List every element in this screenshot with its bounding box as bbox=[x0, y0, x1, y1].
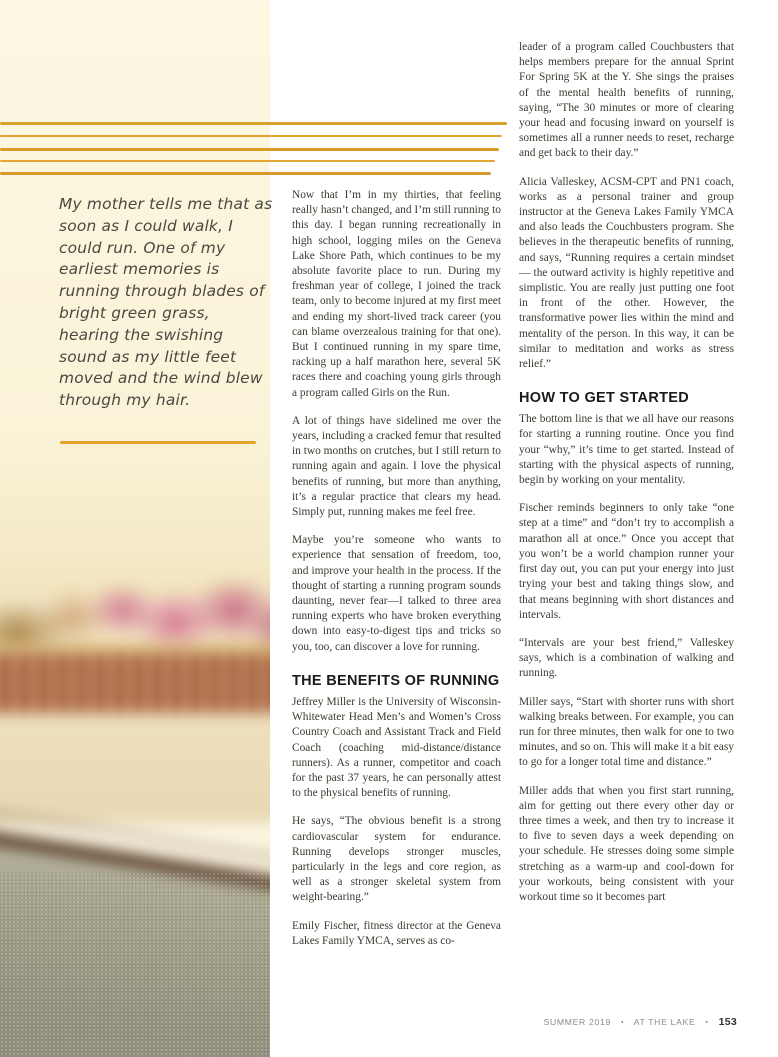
paragraph: leader of a program called Couchbusters that helps members prepare for the annual Sprint For Spring 5K at the Y. She sings the praises of the mental health benefits of running, saying, “The 30 minutes or more of clearing your head and focusing inward on yourself is sometimes all a runner needs to reset, recharge and get back to their day.” bbox=[519, 41, 734, 160]
paragraph: “Intervals are your best friend,” Valleskey says, which is a combination of walking and running. bbox=[519, 636, 734, 680]
pull-quote-underline bbox=[60, 441, 256, 444]
photo-road bbox=[0, 713, 270, 823]
paragraph: Fischer reminds beginners to only take “one step at a time” and “don’t try to accomplish a marathon all at once.” Once you accept that you won’t be a world champion runner your first day out, you can put your energy into just trying your best and taking things slow, and that means beginning with short distances and intervals. bbox=[519, 502, 734, 621]
section-heading-benefits: THE BENEFITS OF RUNNING bbox=[292, 672, 500, 689]
footer-separator-icon: ▪ bbox=[705, 1019, 709, 1026]
paragraph: Miller adds that when you first start running, aim for getting out there every other day or three times a week, and then try to increase it to five to seven days a week depending on your schedule. He stresses doing some simple stretching as a warm-up and cool-down for your workouts, being consistent with your workout time so it becomes part bbox=[519, 784, 734, 903]
paragraph: A lot of things have sidelined me over the years, including a cracked femur that resulted in two months on crutches, but I still return to running again and again. I love the physical benefits of running, but more than anything, it’s a regular practice that clears my head. Simply put, running makes me feel free. bbox=[292, 414, 501, 519]
footer-issue: SUMMER 2019 bbox=[543, 1017, 611, 1027]
article-column-1 bbox=[292, 188, 501, 962]
photo-fence bbox=[0, 654, 270, 716]
paragraph: He says, “The obvious benefit is a strong cardiovascular system for endurance. Running develops stronger muscles, particularly in the legs and core region, as well as a stronger skeletal system from weight-bearing.” bbox=[292, 815, 501, 904]
paragraph: Maybe you’re someone who wants to experience that sensation of freedom, too, and improve your health in the process. If the thought of starting a running program sounds daunting, never fear—I talked to three area running experts who have broken everything down into easy-to-digest tips and tricks so you, too, can discover a love for running. bbox=[292, 534, 501, 653]
page-footer bbox=[544, 1016, 737, 1028]
footer-page-number: 153 bbox=[718, 1016, 737, 1028]
decorative-gold-line bbox=[0, 122, 507, 125]
pull-quote: My mother tells me that as soon as I could walk, I could run. One of my earliest memories is running through blades of bright green grass, hearing the swishing sound as my little feet moved and the wind blew through my hair. bbox=[59, 195, 273, 410]
article-column-2 bbox=[519, 40, 734, 918]
paragraph: Alicia Valleskey, ACSM-CPT and PN1 coach, works as a personal trainer and group instructor at the Geneva Lakes Family YMCA and also leads the Couchbusters program. She believes in the therapeutic benefits of running, and says, “Running requires a certain mindset — the outward activity is highly repetitive and simplistic. You are really just putting one foot in front of the other. However, the transformative power lies within the mind and mentality of the person. In this way, it can be similar to meditation and works as stress relief.” bbox=[519, 175, 734, 371]
decorative-gold-line bbox=[0, 135, 502, 137]
photo-grain-texture bbox=[0, 872, 270, 1057]
section-heading-get-started: HOW TO GET STARTED bbox=[519, 390, 689, 407]
footer-separator-icon: ▪ bbox=[621, 1019, 625, 1026]
footer-publication: AT THE LAKE bbox=[633, 1017, 696, 1027]
paragraph: Miller says, “Start with shorter runs with short walking breaks between. For example, you can run for three minutes, then walk for one to two minutes, and so on. This will make it a bit easy to go for a longer total time and distance.” bbox=[519, 695, 734, 769]
decorative-gold-line bbox=[0, 172, 491, 175]
paragraph: Now that I’m in my thirties, that feeling really hasn’t changed, and I’m still running to this day. I began running recreationally in high school, logging miles on the Geneva Lake Shore Path, which continues to be my absolute favorite place to run. During my freshman year of college, I joined the track team, only to become injured at my first meet and ending my short-lived track career (you can blame overzealous training for that one). But I continued running in my spare time, racking up a half marathon here, several 5K races there and coaching young girls through a program called Girls on the Run. bbox=[292, 189, 501, 399]
paragraph: Emily Fischer, fitness director at the Geneva Lakes Family YMCA, serves as co- bbox=[292, 919, 501, 947]
decorative-gold-line bbox=[0, 148, 499, 151]
photo-panel bbox=[0, 0, 270, 1057]
paragraph: Jeffrey Miller is the University of Wisconsin-Whitewater Head Men’s and Women’s Cross Country Coach and Assistant Track and Field Coach (coaching mid-distance/distance runners). As a runner, competitor and coach for the past 37 years, he can personally attest to the physical benefits of running. bbox=[292, 695, 501, 800]
paragraph: The bottom line is that we all have our reasons for starting a running routine. Once you find your “why,” it’s time to get started. Instead of starting with the physical aspects of running, begin by working on your mentality. bbox=[519, 413, 734, 487]
